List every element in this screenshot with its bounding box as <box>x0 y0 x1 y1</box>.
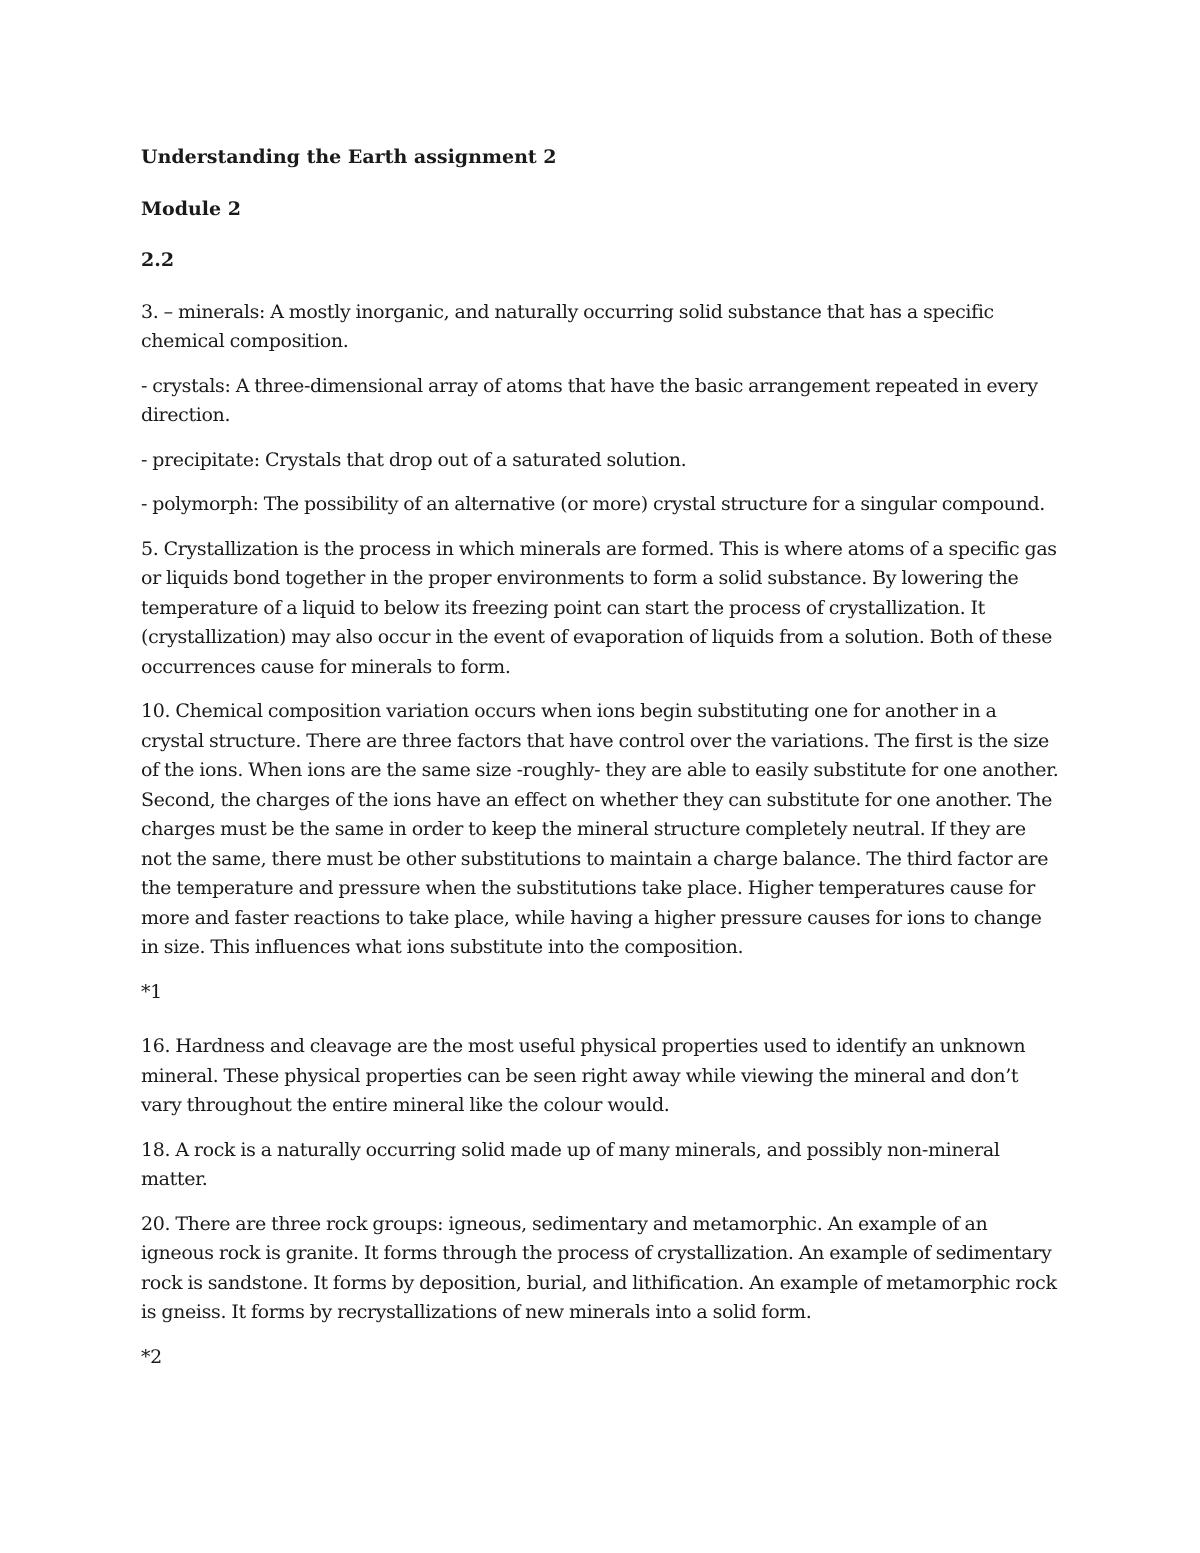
paragraph-hardness-cleavage: 16. Hardness and cleavage are the most useful physical properties used to identify an unknown mineral. These physical properties can be seen right away while viewing the mineral and don’t vary throughout the entire mineral like the colour would. <box>141 1035 1026 1116</box>
paragraph-composition-variation: 10. Chemical composition variation occurs when ions begin substituting one for another in a crystal structure. There are three factors that have control over the variations. The first is the size of the ions. When ions are the same size -roughly- they are able to easily substitute for one another. Second, the charges of the ions have an effect on whether they can substitute for one another. The charges must be the same in order to keep the mineral structure completely neutral. If they are not the same, there must be other substitutions to maintain a charge balance. The third factor are the temperature and pressure when the substitutions take place. Higher temperatures cause for more and faster reactions to take place, while having a higher pressure causes for ions to change in size. This influences what ions substitute into the composition. <box>141 700 1059 958</box>
paragraph-precipitate: - precipitate: Crystals that drop out of a saturated solution. <box>141 448 687 471</box>
footnote-marker-1: *1 <box>141 980 162 1003</box>
paragraph-polymorph: - polymorph: The possibility of an alternative (or more) crystal structure for a singular compound. <box>141 493 1045 515</box>
paragraph-crystals: - crystals: A three-dimensional array of atoms that have the basic arrangement repeated in every direction. <box>141 374 1038 426</box>
document-body <box>141 143 1061 1397</box>
footnote-marker-2: *2 <box>141 1345 162 1368</box>
module-heading: Module 2 <box>141 197 241 220</box>
section-heading: 2.2 <box>141 249 175 271</box>
paragraph-rock-groups: 20. There are three rock groups: igneous, sedimentary and metamorphic. An example of an igneous rock is granite. It forms through the process of crystallization. An example of sedimentary rock is sandstone. It forms by deposition, burial, and lithification. An example of metamorphic rock is gneiss. It forms by recrystallizations of new minerals into a solid form. <box>141 1212 1057 1323</box>
paragraph-rock-definition: 18. A rock is a naturally occurring solid made up of many minerals, and possibly non-mineral matter. <box>141 1138 1000 1190</box>
document-title: Understanding the Earth assignment 2 <box>141 146 557 168</box>
paragraph-crystallization: 5. Crystallization is the process in which minerals are formed. This is where atoms of a specific gas or liquids bond together in the proper environments to form a solid substance. By lowering the temperature of a liquid to below its freezing point can start the process of crystallization. It (crystallization) may also occur in the event of evaporation of liquids from a solution. Both of these occurrences cause for minerals to form. <box>141 537 1057 678</box>
paragraph-minerals: 3. – minerals: A mostly inorganic, and naturally occurring solid substance that has a specific chemical composition. <box>141 300 994 352</box>
